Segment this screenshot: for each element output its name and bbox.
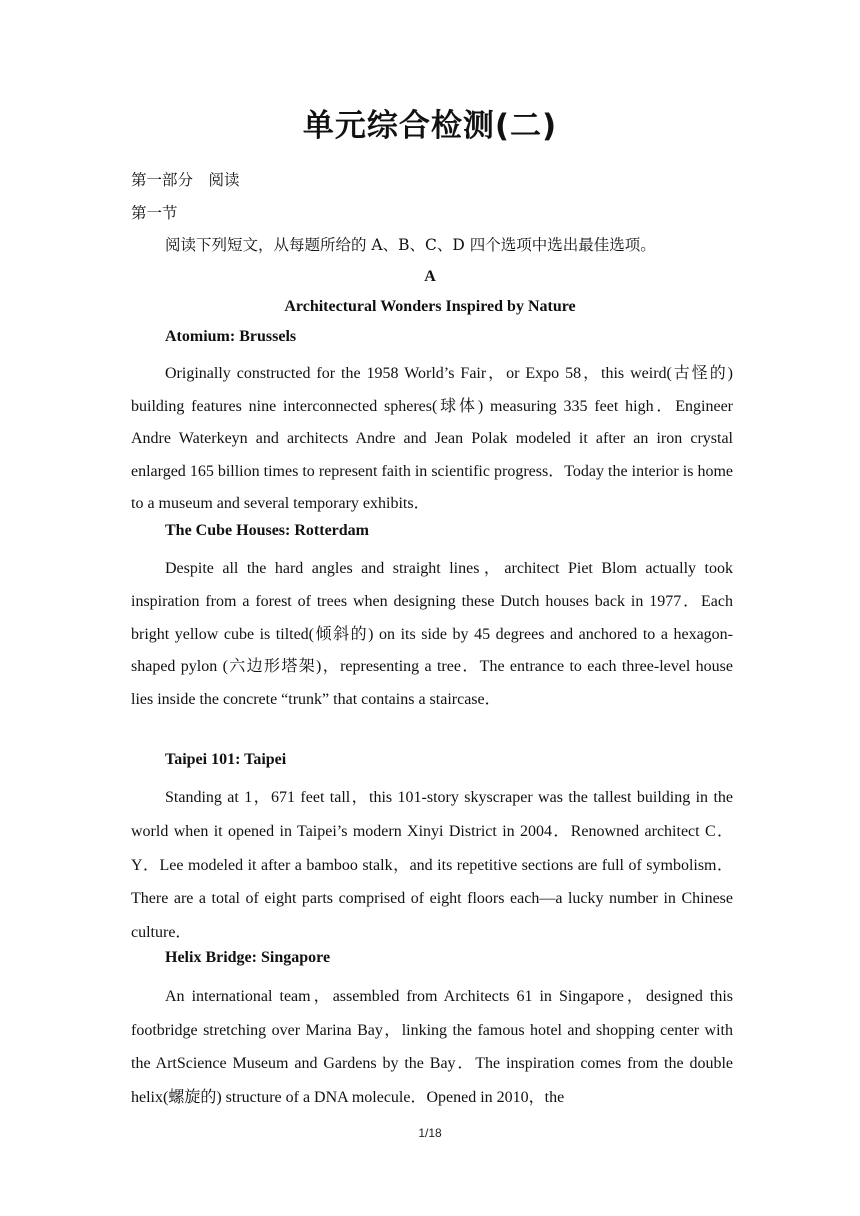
section-heading: 第一节 bbox=[131, 204, 178, 222]
paragraph-helix: An international team，assembled from Architects 61 in Singapore，designed this footbridge stretching over Marina Bay，linking the famous hotel and shopping center with the ArtScience Museum and Gardens by the Bay．The inspiration comes from the double helix(螺旋的) structure of a DNA molecule．Opened in 2010，the bbox=[131, 988, 733, 1106]
part-heading: 第一部分 阅读 bbox=[131, 171, 240, 189]
passage-title: Architectural Wonders Inspired by Nature bbox=[284, 298, 576, 315]
section-heading-helix: Helix Bridge: Singapore bbox=[165, 949, 331, 966]
paragraph-cube-houses: Despite all the hard angles and straight lines，architect Piet Blom actually took inspiration from a forest of trees when designing these Dutch houses back in 1977．Each bright yellow cube is tilted(倾斜的) on its side by 45 degrees and anchored to a hexagon-shaped pylon (六边形塔架)，representing a tree．The entrance to each three-level house lies inside the concrete “trunk” that contains a staircase． bbox=[131, 560, 733, 709]
paragraph-atomium: Originally constructed for the 1958 World’s Fair，or Expo 58，this weird(古怪的) building features nine interconnected spheres(球体) measuring 335 feet high．Engineer Andre Waterkeyn and architects Andre and Jean Polak modeled it after an iron crystal enlarged 165 billion times to represent faith in scientific progress．Today the interior is home to a museum and several temporary exhibits． bbox=[131, 365, 734, 512]
paragraph-taipei: Standing at 1，671 feet tall，this 101-story skyscraper was the tallest building in the world when it opened in Taipei’s modern Xinyi District in 2004．Renowned architect C．Y．Lee modeled it after a bamboo stalk，and its repetitive sections are full of symbolism．There are a total of eight parts comprised of eight floors each—a lucky number in Chinese culture． bbox=[131, 789, 733, 942]
page-number: 1/18 bbox=[418, 1126, 442, 1140]
section-heading-taipei: Taipei 101: Taipei bbox=[165, 751, 287, 768]
passage-label: A bbox=[424, 268, 436, 285]
page-title: 单元综合检测(二) bbox=[302, 108, 558, 144]
section-heading-atomium: Atomium: Brussels bbox=[165, 328, 297, 345]
instruction-text: 阅读下列短文，从每题所给的 A、B、C、D 四个选项中选出最佳选项。 bbox=[165, 236, 656, 254]
section-heading-cube-houses: The Cube Houses: Rotterdam bbox=[165, 522, 369, 539]
